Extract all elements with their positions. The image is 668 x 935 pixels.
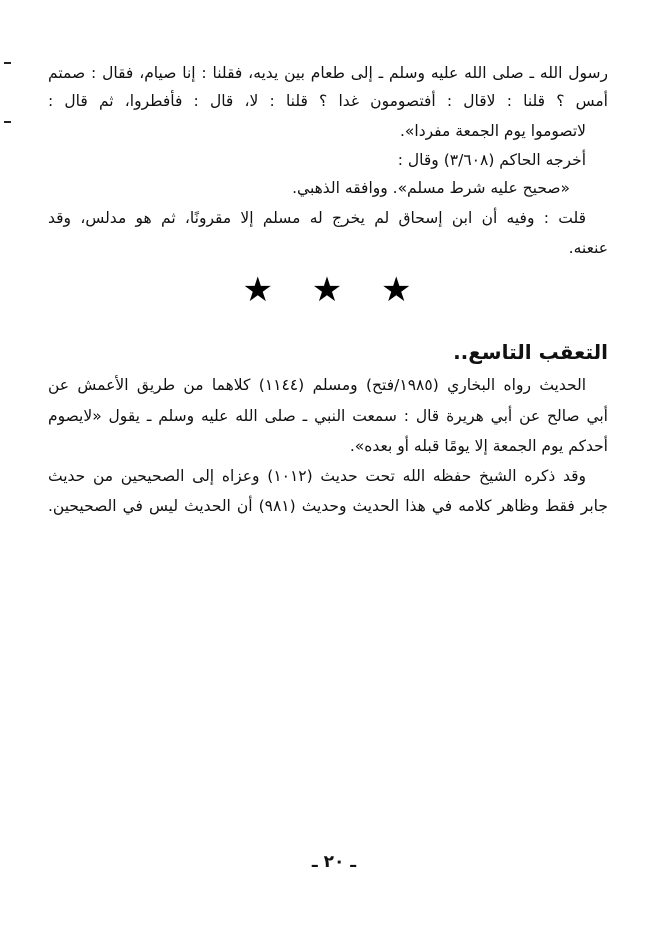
text-line: لاتصوموا يوم الجمعة مفردا». bbox=[399, 122, 586, 140]
text-line: أمس ؟ قلنا : لاقال : أفتصومون غدا ؟ قلنا : لا، قال : فأفطروا، ثم قال : bbox=[48, 92, 608, 110]
section-heading: التعقب التاسع.. bbox=[453, 340, 608, 364]
text-line: رسول الله ـ صلى الله عليه وسلم ـ إلى طعام بين يديه، فقلنا : إنا صيام، فقال : صمتم bbox=[48, 64, 608, 82]
text-line: وقد ذكره الشيخ حفظه الله تحت حديث (١٠١٢) وعزاه إلى الصحيحين من حديث bbox=[48, 467, 586, 485]
text-line: أخرجه الحاكم (٣/٦٠٨) وقال : bbox=[397, 151, 586, 169]
margin-mark bbox=[4, 62, 11, 64]
text-line: أحدكم يوم الجمعة إلا يومًا قبله أو بعده». bbox=[349, 437, 608, 455]
text-line: قلت : وفيه أن ابن إسحاق لم يخرج له مسلم إلا مقرونًا، ثم هو مدلس، وقد bbox=[48, 209, 586, 227]
margin-mark bbox=[4, 121, 11, 123]
quote-line: «صحيح عليه شرط مسلم». ووافقه الذهبي. bbox=[292, 179, 570, 197]
text-line: عنعنه. bbox=[568, 239, 608, 257]
text-line: أبي صالح عن أبي هريرة قال : سمعت النبي ـ صلى الله عليه وسلم ـ يقول «لايصوم bbox=[48, 407, 608, 425]
stars-separator: ★ ★ ★ bbox=[242, 270, 426, 310]
page-number: ـ ٢٠ ـ bbox=[311, 852, 357, 872]
text-line: الحديث رواه البخاري (١٩٨٥/فتح) ومسلم (١١٤٤) كلاهما من طريق الأعمش عن bbox=[48, 376, 586, 394]
text-line: جابر فقط وظاهر كلامه في هذا الحديث وحديث (٩٨١) أن الحديث ليس في الصحيحين. bbox=[48, 497, 608, 515]
